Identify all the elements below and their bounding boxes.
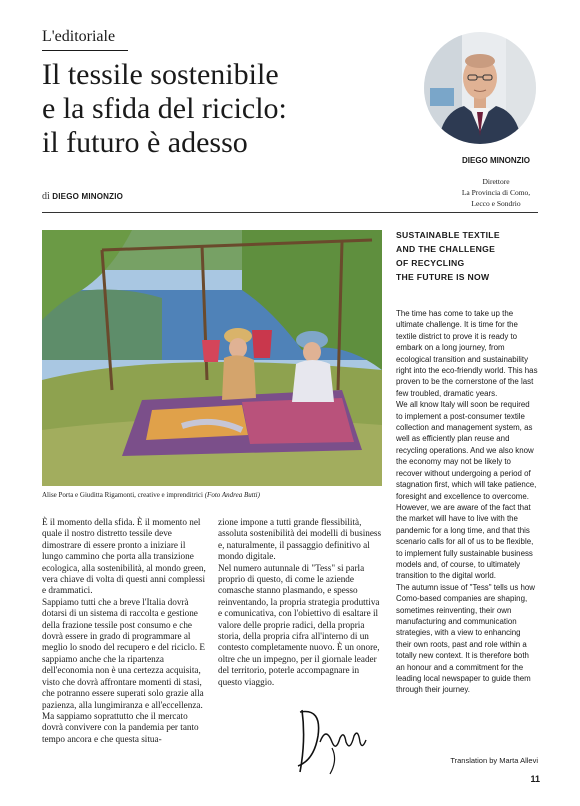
byline-author: DIEGO MINONZIO	[52, 192, 124, 201]
translation-credit: Translation by Marta Allevi	[450, 756, 538, 765]
author-role-line: Direttore	[482, 177, 510, 186]
photo-image	[42, 230, 382, 486]
english-paragraph: We all know Italy will soon be required to implement a post-consumer textile collection and management system, as well as efficiently plan reuse and recycling operations. And we also know the economy may not be likely to recover without undergoing a period of stagnation first, which will take patience, foresight and excellence to overcome. However, we are aware of the fact that the market will have to live with the pandemic for a long time, and that this scenario calls for all of us to be flexible, to implement fully sustainable business models and, of course, to ultimately transition to the digital world.	[396, 400, 537, 581]
caption-credit: (Foto Andrea Butti)	[204, 491, 260, 499]
italian-paragraph: Sappiamo tutti che a breve l'Italia dovrà dotarsi di un sistema di raccolta e gestione della frazione tessile post consumo e che dovrà essere in grado di programmare al meglio lo snodo del recupero e del riciclo. E sappiamo anche che la ripartenza dell'economia non è una certezza acquisita, visto che dovrà affrontare momenti di stasi, che potranno essere superati solo grazie alla pazienza, alla lungimiranza e all'eccellenza.	[42, 596, 206, 710]
author-role-line: La Provincia di Como,	[461, 188, 531, 197]
byline-prefix: di	[42, 191, 50, 202]
english-paragraph: The time has come to take up the ultimate challenge. It is time for the textile district to prove it is ready to embark on a long journey, from ecological transition and sustainability right into the eco-friendly world. This has proven to be the cornerstone of the last few troubled, dramatic years.	[396, 309, 538, 398]
english-body	[396, 308, 538, 696]
english-title	[396, 228, 538, 284]
english-title-line: THE FUTURE IS NOW	[396, 272, 490, 282]
italian-paragraph: Nel numero autunnale di "Tess" si parla proprio di questo, di come le aziende comasche stanno plasmando, e spesso reinventando, la propria strategia produttiva e comunicativa, con l'obiettivo di esaltare il valore delle proprie radici, della propria storia, della propria cifra all'interno di un contesto completamente nuovo. È un onore, oltre che un impegno, per il giornale leader del territorio, poterle accompagnare in questo viaggio.	[218, 562, 380, 687]
headline	[42, 58, 402, 160]
header-divider	[42, 212, 538, 213]
english-title-line: AND THE CHALLENGE	[396, 244, 496, 254]
author-role	[440, 176, 552, 209]
english-title-line: OF RECYCLING	[396, 258, 465, 268]
author-portrait	[424, 32, 536, 144]
section-label: L'editoriale	[42, 28, 116, 45]
page-number: 11	[530, 774, 540, 784]
italian-column-1	[42, 517, 206, 745]
main-photo	[42, 230, 382, 486]
headline-line: il futuro è adesso	[42, 126, 248, 159]
headline-line: Il tessile sostenibile	[42, 58, 279, 91]
italian-column-2	[218, 517, 382, 688]
headline-line: e la sfida del riciclo:	[42, 92, 287, 125]
portrait-image	[424, 32, 536, 144]
photo-caption	[42, 491, 382, 499]
english-paragraph: The autumn issue of "Tess" tells us how Como-based companies are shaping, sometimes reinventing, their own manufacturing and communication strategies, with a view to enhancing their own roots, past and role within a totally new context. It is therefore both an honour and a commitment for the leading local newspaper to guide them through their journey.	[396, 582, 535, 695]
author-name: DIEGO MINONZIO	[462, 156, 530, 165]
section-underline	[42, 50, 128, 51]
italian-paragraph: Ma sappiamo soprattutto che il mercato dovrà convivere con la pandemia per tanto tempo ancora e che questa situa-	[42, 710, 199, 744]
author-role-line: Lecco e Sondrio	[471, 199, 521, 208]
italian-paragraph: zione impone a tutti grande flessibilità, assoluta sostenibilità dei modelli di business e, naturalmente, il passaggio definitivo al mondo digitale.	[218, 517, 382, 562]
italian-paragraph: È il momento della sfida. È il momento nel quale il nostro distretto tessile deve dimostrare di essere pronto a iniziare il lungo cammino che porta alla transizione ecologica, alla sostenibilità, al mondo green, vera chiave di volta di questi anni complessi e drammatici.	[42, 517, 206, 596]
caption-text: Alise Porta e Giuditta Rigamonti, creative e imprenditrici	[42, 491, 203, 499]
byline	[42, 191, 123, 202]
author-signature	[292, 690, 372, 780]
english-title-line: SUSTAINABLE TEXTILE	[396, 230, 500, 240]
